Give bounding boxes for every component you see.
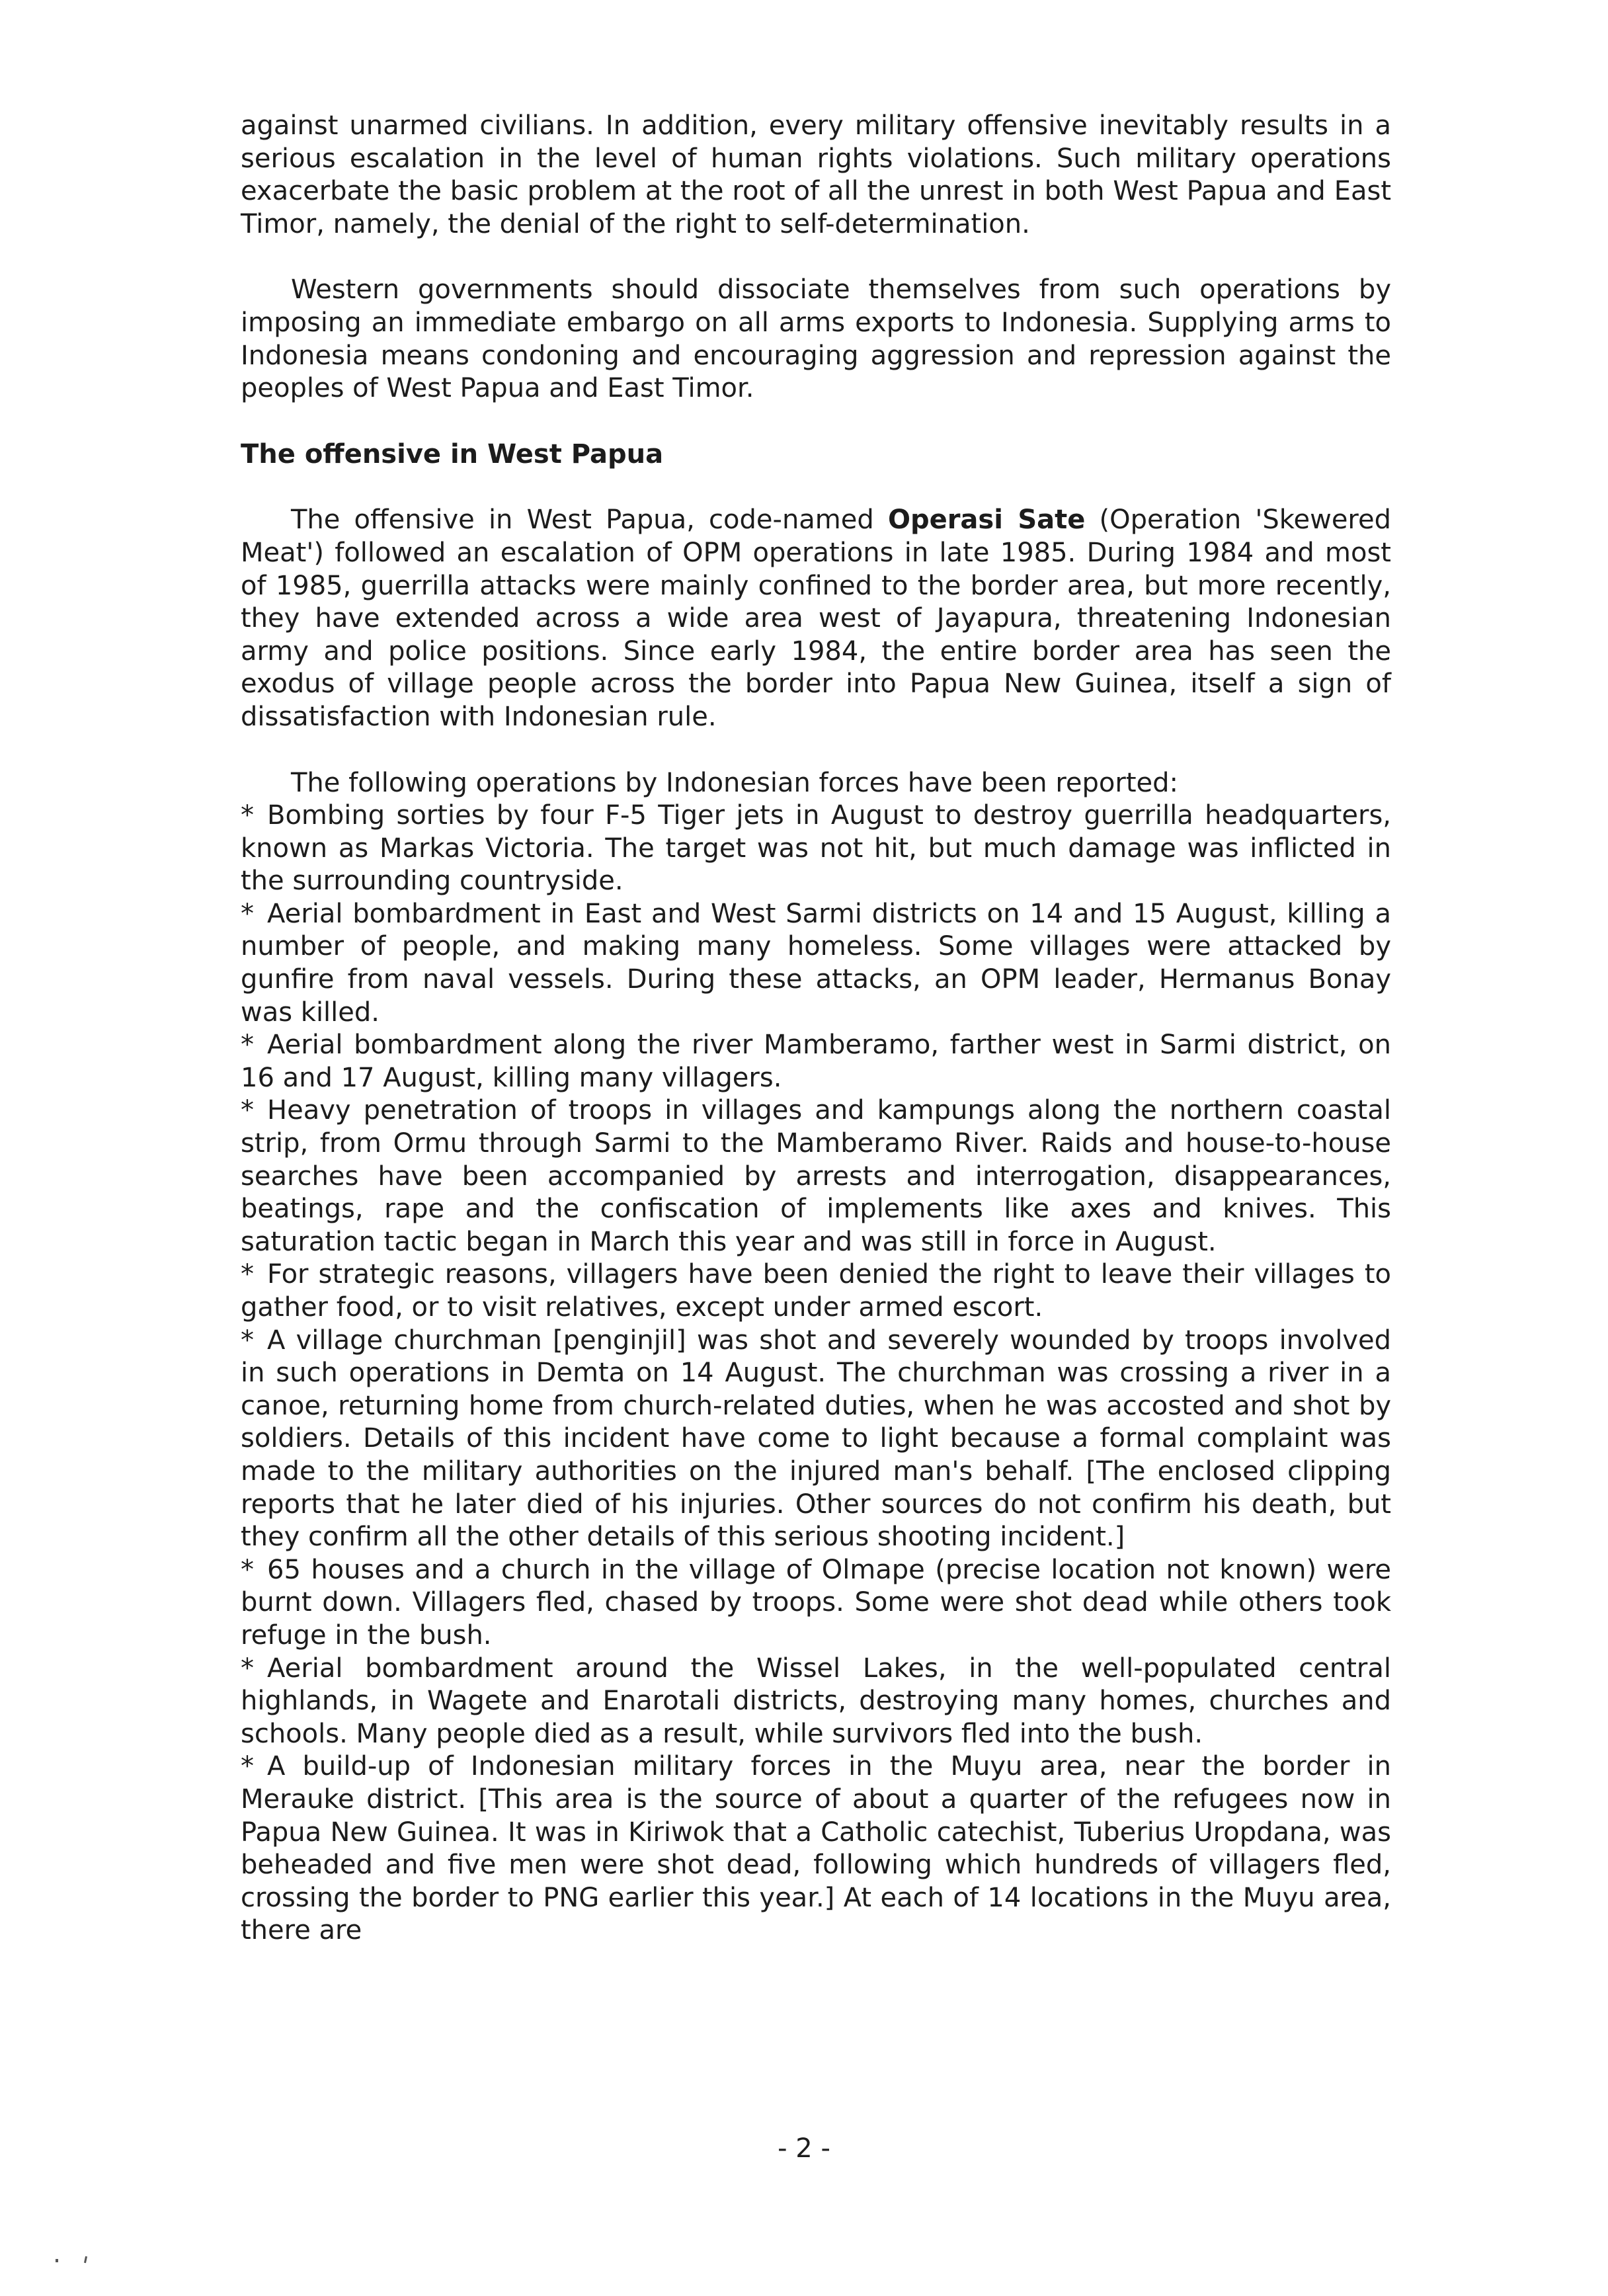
list-item-text: Aerial bombardment in East and West Sarmi districts on 14 and 15 August, killing a number of people, and making many homeless. Some villages were attacked by gunfire from naval vessels. During these attacks, an OPM leader, Hermanus Bonay was killed. — [241, 898, 1391, 1028]
list-item — [241, 1094, 1391, 1258]
bullet-marker: * — [241, 1095, 254, 1126]
list-item — [241, 1750, 1391, 1948]
paragraph-operasi-sate — [241, 504, 1391, 733]
list-item-text: Aerial bombardment along the river Mamberamo, farther west in Sarmi district, on 16 and 17 August, killing many villagers. — [241, 1030, 1391, 1093]
paragraph-arms-embargo: Western governments should dissociate themselves from such operations by imposing an immediate embargo on all arms exports to Indonesia. Supplying arms to Indonesia means condoning and encouraging aggression and repression against the peoples of West Papua and East Timor. — [241, 274, 1391, 404]
list-item — [241, 898, 1391, 1029]
list-item-text: 65 houses and a church in the village of Olmape (precise location not known) were burnt down. Villagers fled, chased by troops. Some were shot dead while others took refuge in the bush. — [241, 1554, 1391, 1651]
list-item — [241, 1029, 1391, 1094]
list-item — [241, 1325, 1391, 1554]
bullet-marker: * — [241, 1751, 254, 1782]
list-item-text: Aerial bombardment around the Wissel Lakes, in the well-populated central highlands, in Wagete and Enarotali districts, destroying many homes, churches and schools. Many people died as a result, while survivors fled into the bush. — [241, 1653, 1391, 1749]
bullet-marker: * — [241, 1325, 254, 1356]
scan-speck — [84, 2256, 87, 2263]
section-heading: The offensive in West Papua — [241, 438, 664, 470]
list-item-text: Bombing sorties by four F-5 Tiger jets in August to destroy guerrilla headquarters, known as Markas Victoria. The target was not hit, but much damage was inflicted in the surrounding countryside. — [241, 800, 1391, 897]
page-number: - 2 - — [778, 2133, 830, 2164]
operations-list — [241, 767, 1391, 1948]
scan-speck — [56, 2259, 58, 2262]
bullet-marker: * — [241, 1030, 254, 1061]
list-item — [241, 1258, 1391, 1324]
list-item-text: A village churchman [penginjil] was shot and severely wounded by troops involved in such operations in Demta on 14 August. The churchman was crossing a river in a canoe, returning home from church-related duties, when he was accosted and shot by soldiers. Details of this incident have come to light because a formal complaint was made to the military authorities on the injured man's behalf. [The enclosed clipping reports that he later died of his injuries. Other sources do not confirm his death, but they confirm all the other details of this serious shooting incident.] — [241, 1325, 1391, 1553]
operations-intro: The following operations by Indonesian forces have been reported: — [291, 767, 1178, 798]
bullet-marker: * — [241, 800, 254, 831]
list-item — [241, 1653, 1391, 1751]
paragraph-civilians: against unarmed civilians. In addition, every military offensive inevitably results in a serious escalation in the level of human rights violations. Such military operations exacerbate the basic problem at the root of all the unrest in both West Papua and East Timor, namely, the denial of the right to self-determination. — [241, 110, 1391, 239]
list-item-text: For strategic reasons, villagers have been denied the right to leave their villages to gather food, or to visit relatives, except under armed escort. — [241, 1259, 1391, 1323]
bullet-marker: * — [241, 1653, 254, 1684]
list-item — [241, 800, 1391, 898]
bullet-marker: * — [241, 1554, 254, 1585]
list-item — [241, 1554, 1391, 1653]
operasi-sate-name: Operasi Sate — [887, 505, 1086, 536]
bullet-marker: * — [241, 898, 254, 929]
operasi-sate-text-after: (Operation 'Skewered Meat') followed an escalation of OPM operations in late 1985. During 1984 and most of 1985, guerrilla attacks were mainly confined to the border area, but more recently, they have extended across a wide area west of Jayapura, threatening Indonesian army and police positions. Since early 1984, the entire border area has seen the exodus of village people across the border into Papua New Guinea, itself a sign of dissatisfaction with Indonesian rule. — [241, 505, 1391, 732]
list-item-text: Heavy penetration of troops in villages and kampungs along the northern coastal strip, from Ormu through Sarmi to the Mamberamo River. Raids and house-to-house searches have been accompanied by arrests and interrogation, disappearances, beatings, rape and the confiscation of implements like axes and knives. This saturation tactic began in March this year and was still in force in August. — [241, 1095, 1391, 1257]
operasi-sate-text-before: The offensive in West Papua, code-named — [291, 505, 888, 536]
document-body — [241, 110, 1391, 1948]
bullet-marker: * — [241, 1259, 254, 1290]
list-item-text: A build-up of Indonesian military forces in the Muyu area, near the border in Merauke district. [This area is the source of about a quarter of the refugees now in Papua New Guinea. It was in Kiriwok that a Catholic catechist, Tuberius Uropdana, was beheaded and five men were shot dead, following which hundreds of villagers fled, crossing the border to PNG earlier this year.] At each of 14 locations in the Muyu area, there are — [241, 1751, 1391, 1946]
